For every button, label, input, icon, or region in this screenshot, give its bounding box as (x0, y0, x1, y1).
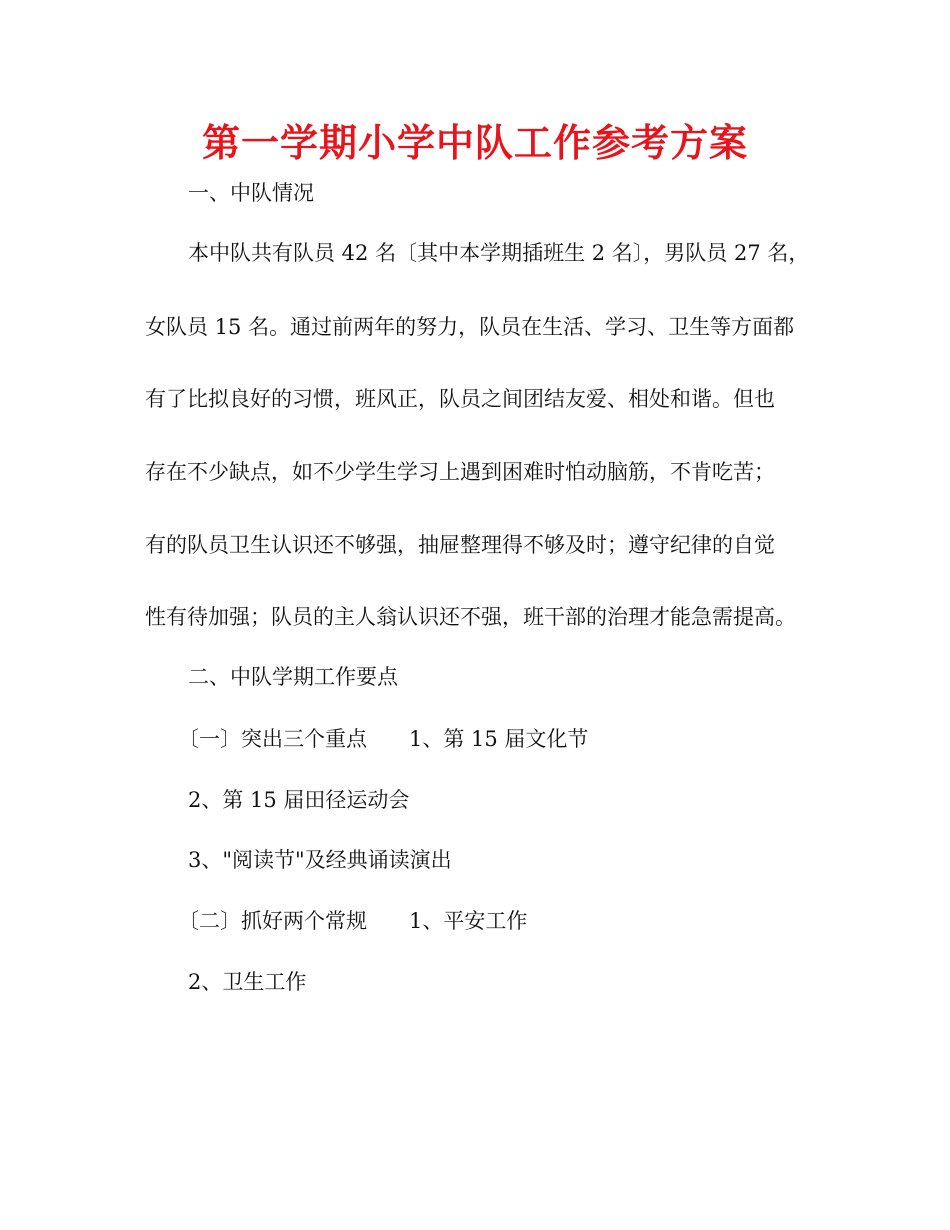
section-2-heading: 二、中队学期工作要点 (188, 665, 398, 689)
group-2-row (178, 906, 527, 936)
paragraph-line: 有的队员卫生认识还不够强，抽屉整理得不够及时；遵守纪律的自觉 (145, 533, 775, 557)
paragraph-line: 存在不少缺点，如不少学生学习上遇到困难时怕动脑筋，不肯吃苦； (145, 460, 775, 484)
paragraph-line: 性有待加强；队员的主人翁认识还不强，班干部的治理才能急需提高。 (145, 605, 796, 629)
group-2-label: 〔二〕抓好两个常规 (178, 909, 367, 933)
paragraph-line: 女队员 15 名。通过前两年的努力，队员在生活、学习、卫生等方面都 (145, 315, 795, 339)
group-2-item: 1、平安工作 (409, 909, 528, 933)
group-1-row (178, 724, 588, 754)
group-2-item: 2、卫生工作 (188, 970, 307, 994)
paragraph-line: 有了比拟良好的习惯，班风正，队员之间团结友爱、相处和谐。但也 (145, 387, 775, 411)
group-1-item: 1、第 15 届文化节 (409, 727, 589, 751)
document-title: 第一学期小学中队工作参考方案 (201, 121, 748, 165)
group-1-item: 3、"阅读节"及经典诵读演出 (188, 848, 452, 872)
group-1-label: 〔一〕突出三个重点 (178, 727, 367, 751)
group-1-item: 2、第 15 届田径运动会 (188, 788, 410, 812)
section-1-heading: 一、中队情况 (188, 181, 314, 205)
paragraph-line: 本中队共有队员 42 名〔其中本学期插班生 2 名〕，男队员 27 名， (188, 241, 810, 265)
